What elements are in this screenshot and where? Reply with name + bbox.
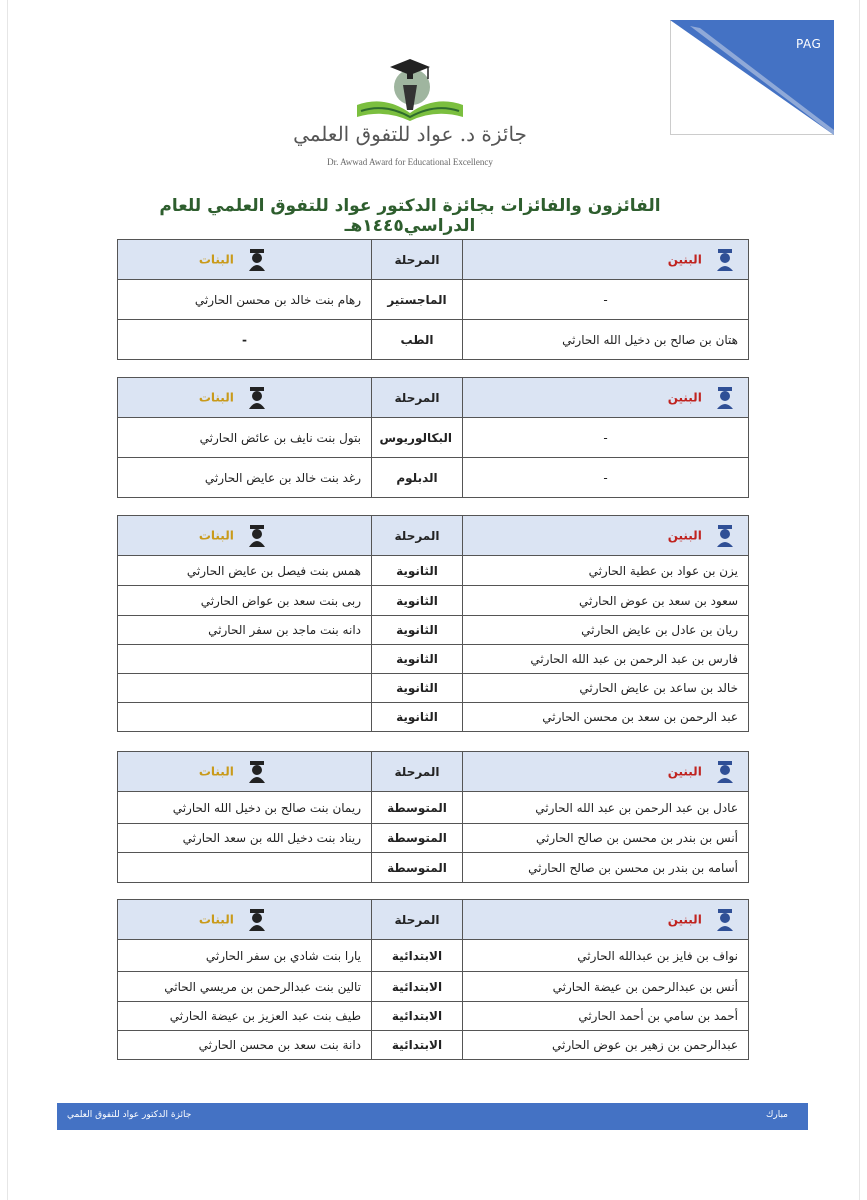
winners-table-higher — [117, 239, 749, 360]
girl-name: رغد بنت خالد بن عايض الحارثي — [118, 458, 372, 498]
boy-name: ريان بن عادل بن عايض الحارثي — [463, 616, 749, 645]
boy-icon — [716, 909, 734, 931]
boy-name: سعود بن سعد بن عوض الحارثي — [463, 586, 749, 616]
stage-name: البكالوريوس — [372, 418, 463, 458]
boy-name: أنس بن بندر بن محسن بن صالح الحارثي — [463, 824, 749, 853]
girl-name: بتول بنت نايف بن عائض الحارثي — [118, 418, 372, 458]
boy-name: هتان بن صالح بن دخيل الله الحارثي — [463, 320, 749, 360]
girl-name: دانه بنت ماجد بن سفر الحارثي — [118, 616, 372, 645]
header-girls — [118, 900, 372, 940]
girl-icon — [248, 525, 266, 547]
table-row — [118, 556, 749, 586]
header-stage: المرحلة — [372, 900, 463, 940]
award-logo-icon — [285, 55, 530, 170]
logo-subtitle: Dr. Awwad Award for Educational Excellency — [327, 157, 493, 167]
logo-title: جائزة د. عواد للتفوق العلمي — [293, 122, 527, 146]
table-header — [118, 900, 749, 940]
boy-icon — [716, 249, 734, 271]
corner-label: PAG — [796, 37, 822, 51]
table-header — [118, 516, 749, 556]
header-girls — [118, 516, 372, 556]
table-row — [118, 418, 749, 458]
header-stage: المرحلة — [372, 378, 463, 418]
girl-icon — [248, 909, 266, 931]
boy-name: خالد بن ساعد بن عايض الحارثي — [463, 674, 749, 703]
boy-name: - — [463, 418, 749, 458]
boy-icon — [716, 525, 734, 547]
girl-name: - — [118, 320, 372, 360]
boy-name: - — [463, 458, 749, 498]
boy-name: أنس بن عبدالرحمن بن عيضة الحارثي — [463, 972, 749, 1002]
table-row — [118, 616, 749, 645]
header-boys-label: البنين — [667, 528, 702, 542]
stage-name: الابتدائية — [372, 1031, 463, 1060]
stage-name: الابتدائية — [372, 940, 463, 972]
footer-bar — [57, 1103, 808, 1130]
footer-right-text: مبارك — [765, 1110, 788, 1120]
table-header — [118, 240, 749, 280]
stage-name: الثانوية — [372, 556, 463, 586]
header-boys-label: البنين — [667, 912, 702, 926]
table-row — [118, 645, 749, 674]
header-boys — [463, 752, 749, 792]
girl-icon — [248, 387, 266, 409]
stage-name: المتوسطة — [372, 792, 463, 824]
table-row — [118, 674, 749, 703]
girl-name — [118, 645, 372, 674]
header-stage: المرحلة — [372, 752, 463, 792]
girl-name — [118, 674, 372, 703]
boy-icon — [716, 761, 734, 783]
girl-name — [118, 853, 372, 883]
girl-name — [118, 703, 372, 732]
table-row — [118, 853, 749, 883]
girl-icon — [248, 249, 266, 271]
table-row — [118, 458, 749, 498]
winners-table-primary — [117, 899, 749, 1060]
boy-name: - — [463, 280, 749, 320]
winners-table-university — [117, 377, 749, 498]
table-row — [118, 320, 749, 360]
stage-name: الثانوية — [372, 703, 463, 732]
header-boys — [463, 900, 749, 940]
table-row — [118, 586, 749, 616]
stage-name: الابتدائية — [372, 1002, 463, 1031]
boy-name: عبد الرحمن بن سعد بن محسن الحارثي — [463, 703, 749, 732]
stage-name: الثانوية — [372, 674, 463, 703]
girl-name: يارا بنت شادي بن سفر الحارثي — [118, 940, 372, 972]
stage-name: المتوسطة — [372, 824, 463, 853]
table-header — [118, 752, 749, 792]
stage-name: الماجستير — [372, 280, 463, 320]
header-boys-label: البنين — [667, 764, 702, 778]
header-girls-label: البنات — [198, 764, 234, 778]
stage-name: الثانوية — [372, 616, 463, 645]
stage-name: الطب — [372, 320, 463, 360]
header-girls-label: البنات — [198, 390, 234, 404]
stage-name: الدبلوم — [372, 458, 463, 498]
girl-name: تالين بنت عبدالرحمن بن مريسي الحاثي — [118, 972, 372, 1002]
header-stage: المرحلة — [372, 240, 463, 280]
boy-name: فارس بن عبد الرحمن بن عبد الله الحارثي — [463, 645, 749, 674]
girl-name: همس بنت فيصل بن عايض الحارثي — [118, 556, 372, 586]
stage-name: الابتدائية — [372, 972, 463, 1002]
header-girls-label: البنات — [198, 528, 234, 542]
girl-icon — [248, 761, 266, 783]
stage-name: الثانوية — [372, 586, 463, 616]
winners-table-intermediate — [117, 751, 749, 883]
header-girls-label: البنات — [198, 252, 234, 266]
header-girls — [118, 240, 372, 280]
girl-name: دانة بنت سعد بن محسن الحارثي — [118, 1031, 372, 1060]
winners-table-secondary — [117, 515, 749, 732]
header-girls-label: البنات — [198, 912, 234, 926]
stage-name: المتوسطة — [372, 853, 463, 883]
boy-name: يزن بن عواد بن عطية الحارثي — [463, 556, 749, 586]
header-boys-label: البنين — [667, 252, 702, 266]
header-boys — [463, 378, 749, 418]
boy-name: أحمد بن سامي بن أحمد الحارثي — [463, 1002, 749, 1031]
girl-name: ربى بنت سعد بن عواض الحارثي — [118, 586, 372, 616]
table-row — [118, 940, 749, 972]
table-row — [118, 703, 749, 732]
table-row — [118, 972, 749, 1002]
boy-name: أسامه بن بندر بن محسن بن صالح الحارثي — [463, 853, 749, 883]
table-row — [118, 824, 749, 853]
table-row — [118, 280, 749, 320]
page-title: الفائزون والفائزات بجائزة الدكتور عواد للتفوق العلمي للعام الدراسي١٤٤٥هـ — [159, 196, 661, 236]
header-boys — [463, 240, 749, 280]
girl-name: طيف بنت عبد العزيز بن عيضة الحارثي — [118, 1002, 372, 1031]
boy-name: عبدالرحمن بن زهير بن عوض الحارثي — [463, 1031, 749, 1060]
header-boys-label: البنين — [667, 390, 702, 404]
boy-name: عادل بن عبد الرحمن بن عبد الله الحارثي — [463, 792, 749, 824]
header-girls — [118, 752, 372, 792]
table-row — [118, 792, 749, 824]
table-row — [118, 1002, 749, 1031]
boy-icon — [716, 387, 734, 409]
header-girls — [118, 378, 372, 418]
girl-name: ريمان بنت صالح بن دخيل الله الحارثي — [118, 792, 372, 824]
boy-name: نواف بن فايز بن عبدالله الحارثي — [463, 940, 749, 972]
stage-name: الثانوية — [372, 645, 463, 674]
girl-name: رهام بنت خالد بن محسن الحارثي — [118, 280, 372, 320]
footer-left-text: جائزة الدكتور عواد للتفوق العلمي — [67, 1110, 192, 1120]
header-boys — [463, 516, 749, 556]
header-stage: المرحلة — [372, 516, 463, 556]
girl-name: ريناد بنت دخيل الله بن سعد الحارثي — [118, 824, 372, 853]
table-header — [118, 378, 749, 418]
table-row — [118, 1031, 749, 1060]
